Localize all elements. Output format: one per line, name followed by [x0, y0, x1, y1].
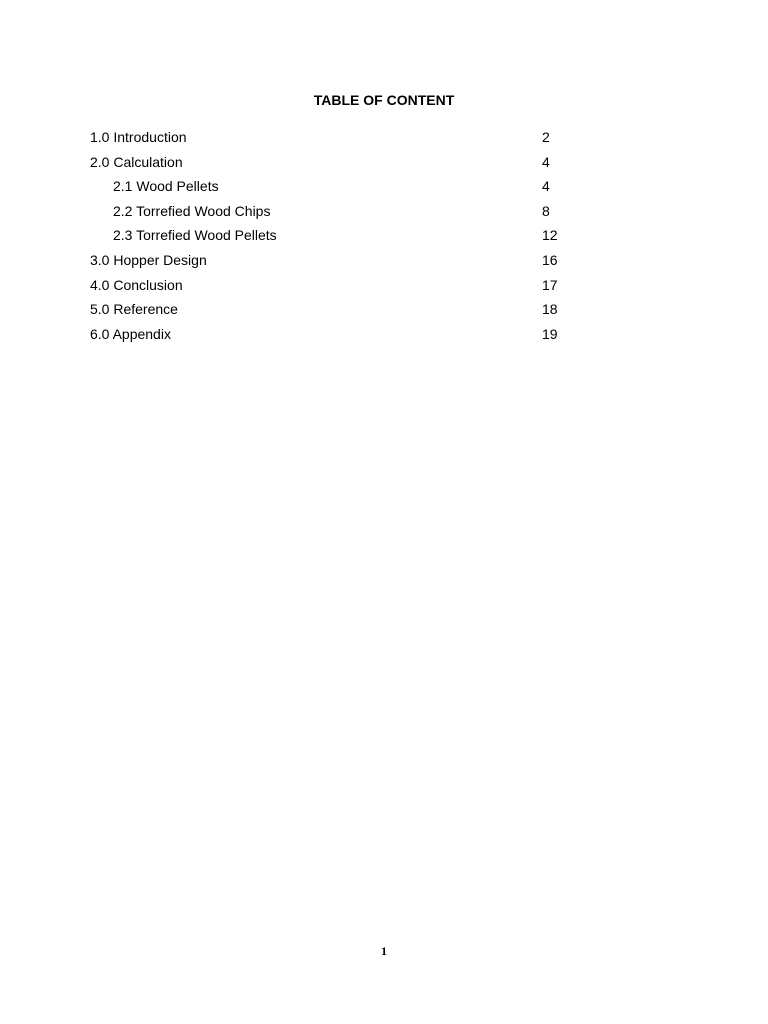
toc-entry-label: 1.0 Introduction [90, 129, 187, 145]
toc-entry-page: 4 [542, 153, 550, 170]
toc-entry-label: 6.0 Appendix [90, 325, 171, 342]
toc-entry [0, 276, 768, 301]
toc-entry-label: 4.0 Conclusion [90, 276, 183, 293]
toc-subentry [0, 202, 768, 227]
toc-entry-page: 4 [542, 178, 550, 195]
toc-entry-label: 2.0 Calculation [90, 153, 183, 170]
toc-entry-page: 2 [542, 129, 550, 145]
toc-entry [0, 251, 768, 276]
toc-entry-page: 16 [542, 251, 558, 268]
toc-entry-label: 5.0 Reference [90, 301, 178, 318]
page-number: 1 [381, 944, 387, 958]
toc-entry-label: 2.3 Torrefied Wood Pellets [113, 227, 277, 244]
toc-entry-page: 18 [542, 301, 558, 318]
toc-subentry [0, 177, 768, 202]
toc-entry-page: 8 [542, 202, 550, 219]
toc-entry-page: 12 [542, 227, 558, 244]
toc-entry-label: 2.1 Wood Pellets [113, 178, 219, 195]
toc-entry [0, 300, 768, 325]
toc-entry-label: 3.0 Hopper Design [90, 251, 207, 268]
table-of-contents [0, 128, 768, 349]
toc-entry [0, 325, 768, 350]
toc-entry-label: 2.2 Torrefied Wood Chips [113, 202, 271, 219]
page-title: TABLE OF CONTENT [313, 92, 455, 108]
toc-entry-page: 17 [542, 276, 558, 293]
toc-subentry [0, 226, 768, 251]
toc-entry [0, 128, 768, 153]
toc-entry-page: 19 [542, 325, 558, 342]
toc-entry [0, 153, 768, 178]
